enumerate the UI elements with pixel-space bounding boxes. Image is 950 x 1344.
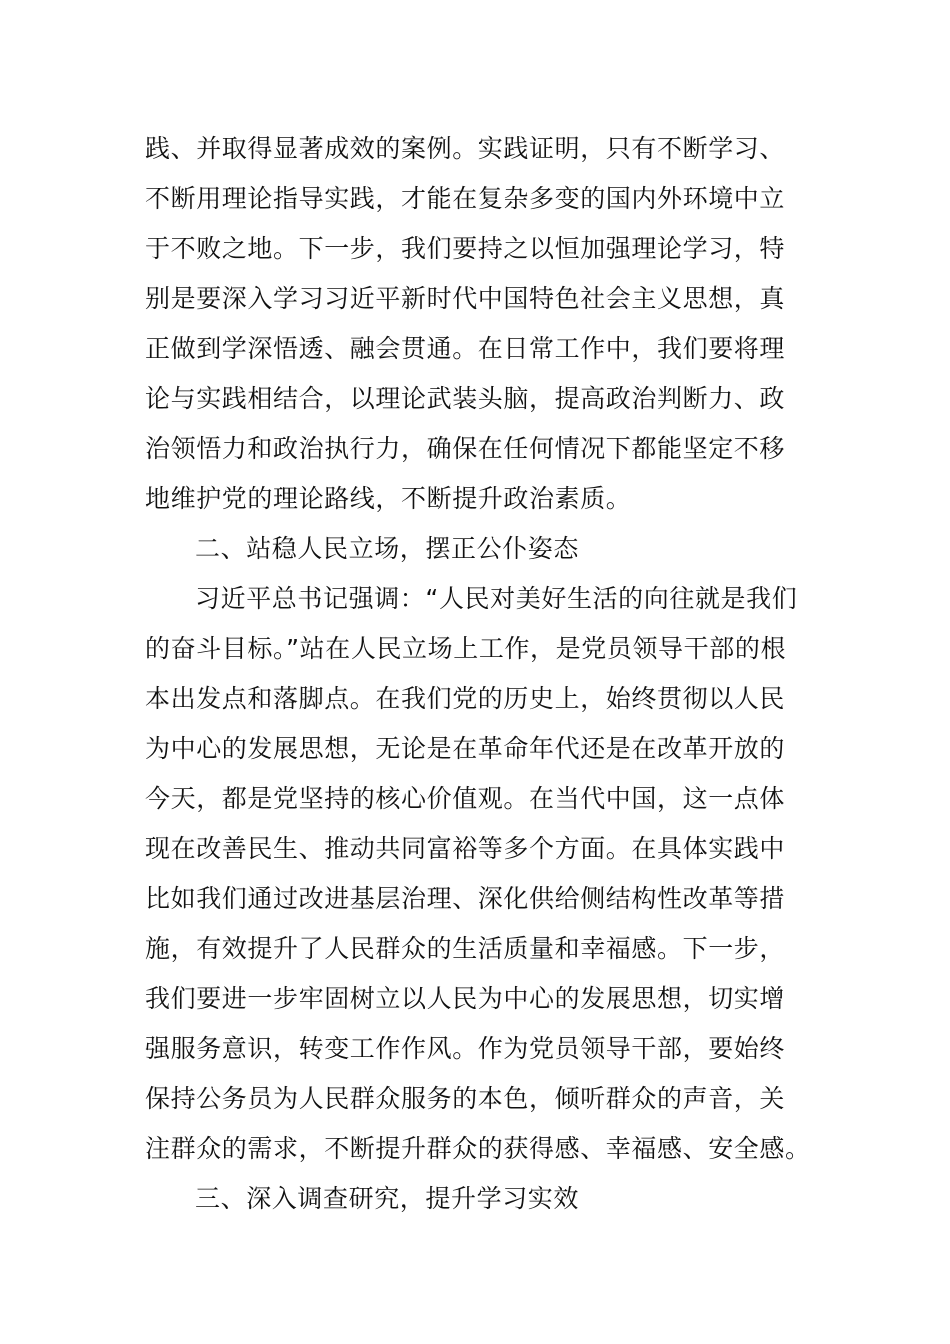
text-line: 于不败之地。下一步，我们要持之以恒加强理论学习，特 — [145, 234, 786, 263]
text-line: 今天，都是党坚持的核心价值观。在当代中国，这一点体 — [145, 784, 786, 813]
text-line: 治领悟力和政治执行力，确保在任何情况下都能坚定不移 — [145, 434, 786, 463]
text-line: 正做到学深悟透、融会贯通。在日常工作中，我们要将理 — [145, 334, 786, 363]
body-text — [145, 124, 810, 1224]
section-heading: 三、深入调查研究，提升学习实效 — [195, 1184, 580, 1213]
section-heading: 二、站稳人民立场，摆正公仆姿态 — [195, 534, 580, 563]
text-line: 论与实践相结合，以理论武装头脑，提高政治判断力、政 — [145, 384, 786, 413]
text-line: 的奋斗目标。”站在人民立场上工作，是党员领导干部的根 — [145, 634, 787, 663]
text-line: 施，有效提升了人民群众的生活质量和幸福感。下一步， — [145, 934, 786, 963]
text-line: 不断用理论指导实践，才能在复杂多变的国内外环境中立 — [145, 184, 786, 213]
text-line: 比如我们通过改进基层治理、深化供给侧结构性改革等措 — [145, 884, 786, 913]
text-line: 保持公务员为人民群众服务的本色，倾听群众的声音，关 — [145, 1084, 786, 1113]
text-line: 注群众的需求，不断提升群众的获得感、幸福感、安全感。 — [145, 1134, 811, 1163]
text-line: 我们要进一步牢固树立以人民为中心的发展思想，切实增 — [145, 984, 786, 1013]
text-line: 别是要深入学习习近平新时代中国特色社会主义思想，真 — [145, 284, 786, 313]
text-line: 地维护党的理论路线，不断提升政治素质。 — [145, 484, 632, 513]
text-line: 为中心的发展思想，无论是在革命年代还是在改革开放的 — [145, 734, 786, 763]
text-line: 现在改善民生、推动共同富裕等多个方面。在具体实践中 — [145, 834, 786, 863]
text-line: 践、并取得显著成效的案例。实践证明，只有不断学习、 — [145, 134, 786, 163]
text-line: 本出发点和落脚点。在我们党的历史上，始终贯彻以人民 — [145, 684, 786, 713]
text-line: 习近平总书记强调：“人民对美好生活的向往就是我们 — [195, 584, 798, 613]
text-line: 强服务意识，转变工作作风。作为党员领导干部，要始终 — [145, 1034, 786, 1063]
